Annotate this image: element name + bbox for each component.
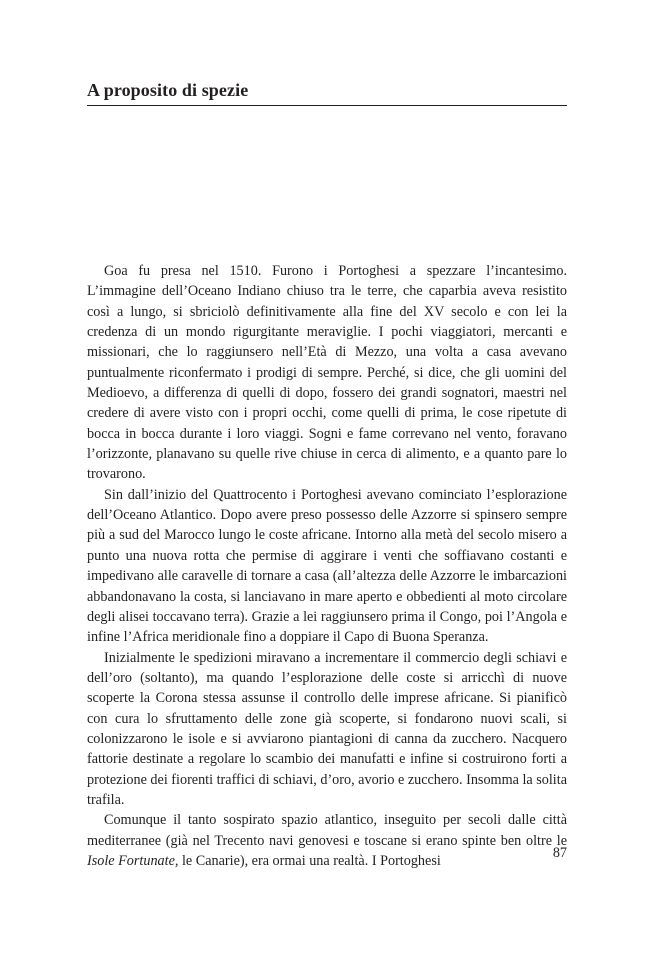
text-span: le Canarie), era ormai una realtà. I Portoghesi: [178, 852, 441, 869]
paragraph: [87, 648, 567, 811]
text-span: Goa fu presa nel 1510. Furono i Portoghesi a spezzare l’incantesimo. L’immagine dell’Oceano Indiano chiuso tra le terre, che caparbia aveva resistito così a lungo, si sbriciolò definitivamente alla fine del XV secolo e con lei la credenza di un mondo rigurgitante meraviglie. I pochi viaggiatori, mercanti e missionari, che lo raggiunsero nell’Età di Mezzo, una volta a casa avevano puntualmente riconfermato i prodigi di sempre. Perché, si dice, che gli uomini del Medioevo, a differenza di quelli di dopo, fossero dei grandi sognatori, maestri nel credere di avere visto con i propri occhi, come quelli di prima, le cose ripetute di bocca in bocca durante i loro viaggi. Sogni e fame correvano nel vento, foravano l’orizzonte, planavano su quelle rive chiuse in cerca di alimento, e a quanto pare lo trovarono.: [87, 263, 567, 483]
paragraph: [87, 485, 567, 648]
body-text: [87, 261, 567, 871]
running-header: [87, 78, 567, 106]
page-number: 87: [552, 845, 567, 861]
text-span: Inizialmente le spedizioni miravano a incrementare il commercio degli schiavi e dell’oro (soltanto), ma quando l’esplorazione delle coste si arricchì di nuove scoperte la Corona stessa assunse il controllo delle imprese africane. Si pianificò con cura lo sfruttamento delle zone già scoperte, si fondarono nuovi scali, si colonizzarono le isole e si avviarono piantagioni di canna da zucchero. Nacquero fattorie destinate a regolare lo scambio dei manufatti e infine si costruirono forti a protezione dei fiorenti traffici di schiavi, d’oro, avorio e zucchero. Insomma la solita trafila.: [87, 649, 567, 808]
text-span: Comunque il tanto sospirato spazio atlantico, inseguito per secoli dalle città mediterranee (già nel Trecento navi genovesi e toscane si erano spinte ben oltre le: [87, 812, 567, 849]
paragraph: [87, 261, 567, 485]
italic-place-name: Isole Fortunate,: [87, 852, 179, 869]
chapter-title: A proposito di spezie: [87, 80, 249, 100]
text-span: Sin dall’inizio del Quattrocento i Portoghesi avevano cominciato l’esplorazione dell’Oceano Atlantico. Dopo avere preso possesso delle Azzorre si spinsero sempre più a sud del Marocco lungo le coste africane. Intorno alla metà del secolo misero a punto una nuova rotta che permise di aggirare i venti che soffiavano costanti e impedivano alle caravelle di tornare a casa (all’altezza delle Azzorre le imbarcazioni abbandonavano la costa, si lanciavano in mare aperto e obbedienti al moto circolare degli alisei toccavano terra). Grazie a lei raggiunsero prima il Congo, poi l’Angola e infine l’Africa meridionale fino a doppiare il Capo di Buona Speranza.: [87, 486, 567, 646]
header-rule: [87, 105, 567, 106]
